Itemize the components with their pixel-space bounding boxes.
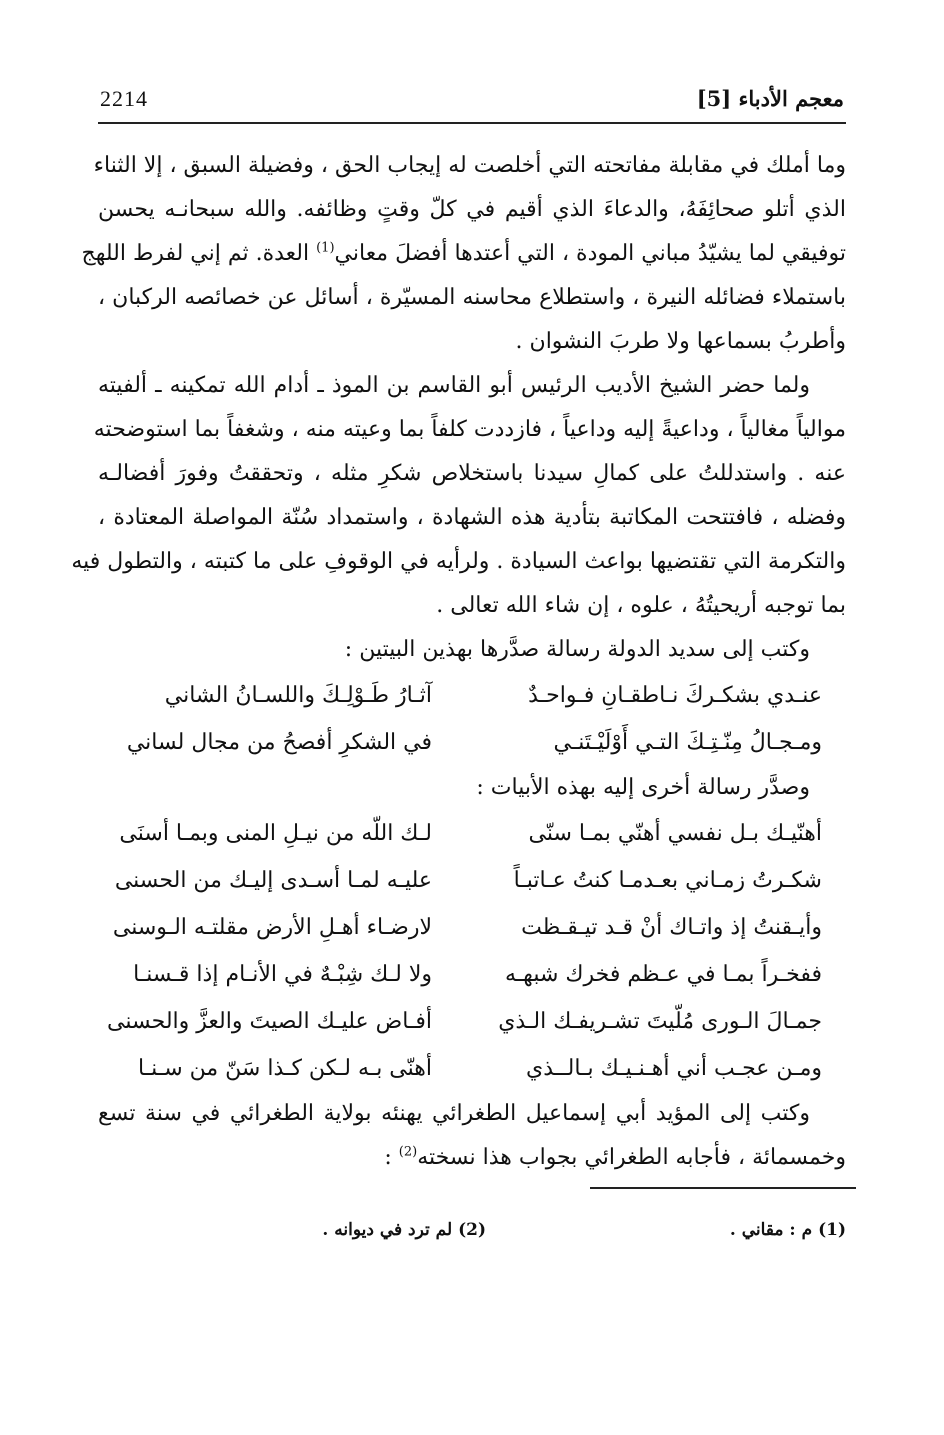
verse-first-hemistich: شكـرتُ زمـاني بعـدمـا كنتُ عـاتبـاً xyxy=(513,867,822,893)
verse-first-hemistich: ففخـراً بمـا في عـظم فخرك شبهـه xyxy=(504,961,822,987)
verse-line xyxy=(98,1045,846,1092)
verse-block-2 xyxy=(98,810,846,1092)
text-segment: توفيقي لما يشيّدُ مباني المودة ، التي أعتدها أفضلَ معاني xyxy=(334,241,846,266)
verse-intro-2 xyxy=(98,766,846,810)
verse-line xyxy=(98,951,846,998)
verse-line xyxy=(98,672,846,719)
verse-second-hemistich: آثـارُ طَـوْلِـكَ واللسـانُ الشاني xyxy=(164,682,432,708)
text-line: وكتب إلى المؤيد أبي إسماعيل الطغرائي يهنئه بولاية الطغرائي في سنة تسع xyxy=(98,1101,810,1126)
footnote-ref: (1) xyxy=(818,1220,846,1240)
verse-first-hemistich: أهنّيـك بـل نفسي أهنّي بمـا سنّى xyxy=(528,820,822,846)
verse-first-hemistich: جمـالَ الـورى مُلّيتَ تشـريفـك الـذي xyxy=(498,1008,822,1034)
text-line: الذي أتلو صحائِفَهُ، والدعاءَ الذي أقيم في كلّ وقتٍ وظائفه. والله سبحانـه يحسن xyxy=(98,197,846,222)
verse-first-hemistich: عنـدي بشكـركَ نـاطقـانِ فـواحـدٌ xyxy=(528,682,822,708)
header-rule xyxy=(98,122,846,124)
verse-second-hemistich: أفـاض عليـك الصيتَ والعزَّ والحسنى xyxy=(107,1008,432,1034)
body-text xyxy=(71,144,846,1180)
text-line xyxy=(81,232,846,276)
verse-second-hemistich: لارضـاء أهـلِ الأرض مقلتـه الـوسنى xyxy=(112,914,432,940)
verse-first-hemistich: ومـجـالُ مِنّـتِـكَ التـي أَوْلَيْـتَنـي xyxy=(553,729,822,755)
verse-second-hemistich: لـك اللّه من نيـلِ المنى وبمـا أسنَى xyxy=(119,820,432,846)
text-line: بما توجبه أريحيتُهُ ، علوه ، إن شاء الله تعالى . xyxy=(436,593,846,618)
page-header xyxy=(100,82,844,122)
verse-second-hemistich: في الشكرِ أفصحُ من مجال لساني xyxy=(126,729,432,755)
footnote-ref-1: (1) xyxy=(316,240,335,256)
text-line: وما أملك في مقابلة مفاتحته التي أخلصت له إيجاب الحق ، وفضيلة السبق ، إلا الثناء xyxy=(93,153,846,178)
text-line: وكتب إلى سديد الدولة رسالة صدَّرها بهذين البيتين : xyxy=(344,637,810,662)
verse-line xyxy=(98,904,846,951)
paragraph-3 xyxy=(98,1092,846,1180)
verse-second-hemistich: ولا لـك شِبْـهٌ في الأنـام إذا قـسنـا xyxy=(133,961,432,987)
verse-line xyxy=(98,998,846,1045)
verse-second-hemistich: أهنّى بـه لـكن كـذا سَنّ من سـنـا xyxy=(137,1055,432,1081)
paragraph-1 xyxy=(81,144,846,364)
verse-line xyxy=(98,857,846,904)
verse-line xyxy=(98,719,846,766)
footnote-rule xyxy=(590,1187,856,1189)
text-segment: : xyxy=(384,1145,399,1170)
footnote-ref: (2) xyxy=(458,1220,486,1240)
footnote-1 xyxy=(730,1220,846,1240)
running-title: معجم الأدباء [5] xyxy=(696,86,844,111)
text-line: وأطربُ بسماعها ولا طربَ النشوان . xyxy=(515,329,846,354)
verse-first-hemistich: وأيـقنتُ إذ واتـاك أنْ قـد تيـقـظت xyxy=(521,914,822,940)
paragraph-2 xyxy=(71,364,846,628)
verse-block-1 xyxy=(98,672,846,766)
text-segment: وخمسمائة ، فأجابه الطغرائي بجواب هذا نسخته xyxy=(417,1145,846,1170)
text-line: والتكرمة التي تقتضيها بواعث السيادة . ولرأيه في الوقوفِ على ما كتبته ، والتطول فيه xyxy=(71,549,846,574)
text-line: عنه . واستدللتُ على كمالِ سيدنا باستخلاص شكرِ مثله ، وتحققتُ وفورَ أفضالـه xyxy=(98,461,846,486)
verse-first-hemistich: ومـن عجـب أني أهـنـيـك بـالــذي xyxy=(525,1055,822,1081)
text-line xyxy=(98,1136,846,1180)
text-line: موالياً مغالياً ، وداعيةً إليه وداعياً ، فازددت كلفاً بما وعيته منه ، وشغفاً بما استوضحته xyxy=(93,417,846,442)
footnote-text: م : مقاني . xyxy=(729,1220,813,1240)
verse-intro-1 xyxy=(98,628,846,672)
verse-line xyxy=(98,810,846,857)
text-line: ولما حضر الشيخ الأديب الرئيس أبو القاسم بن الموذ ـ أدام الله تمكينه ـ ألفيته xyxy=(98,373,810,398)
verse-second-hemistich: عليـه لمـا أسـدى إليـك من الحسنى xyxy=(114,867,432,893)
text-segment: العدة. ثم إني لفرط اللهج xyxy=(81,241,310,266)
footnote-2 xyxy=(322,1220,486,1240)
text-line: باستملاء فضائله النيرة ، واستطلاع محاسنه المسيّرة ، أسائل عن خصائصه الركبان ، xyxy=(98,285,846,310)
footnote-text: لم ترد في ديوانه . xyxy=(322,1220,453,1240)
page-number: 2214 xyxy=(100,86,148,111)
text-line: وصدَّر رسالة أخرى إليه بهذه الأبيات : xyxy=(476,775,810,800)
footnote-ref-2: (2) xyxy=(398,1144,418,1160)
text-line: وفضله ، فافتتحت المكاتبة بتأدية هذه الشهادة ، واستمداد سُنّة المواصلة المعتادة ، xyxy=(98,505,846,530)
